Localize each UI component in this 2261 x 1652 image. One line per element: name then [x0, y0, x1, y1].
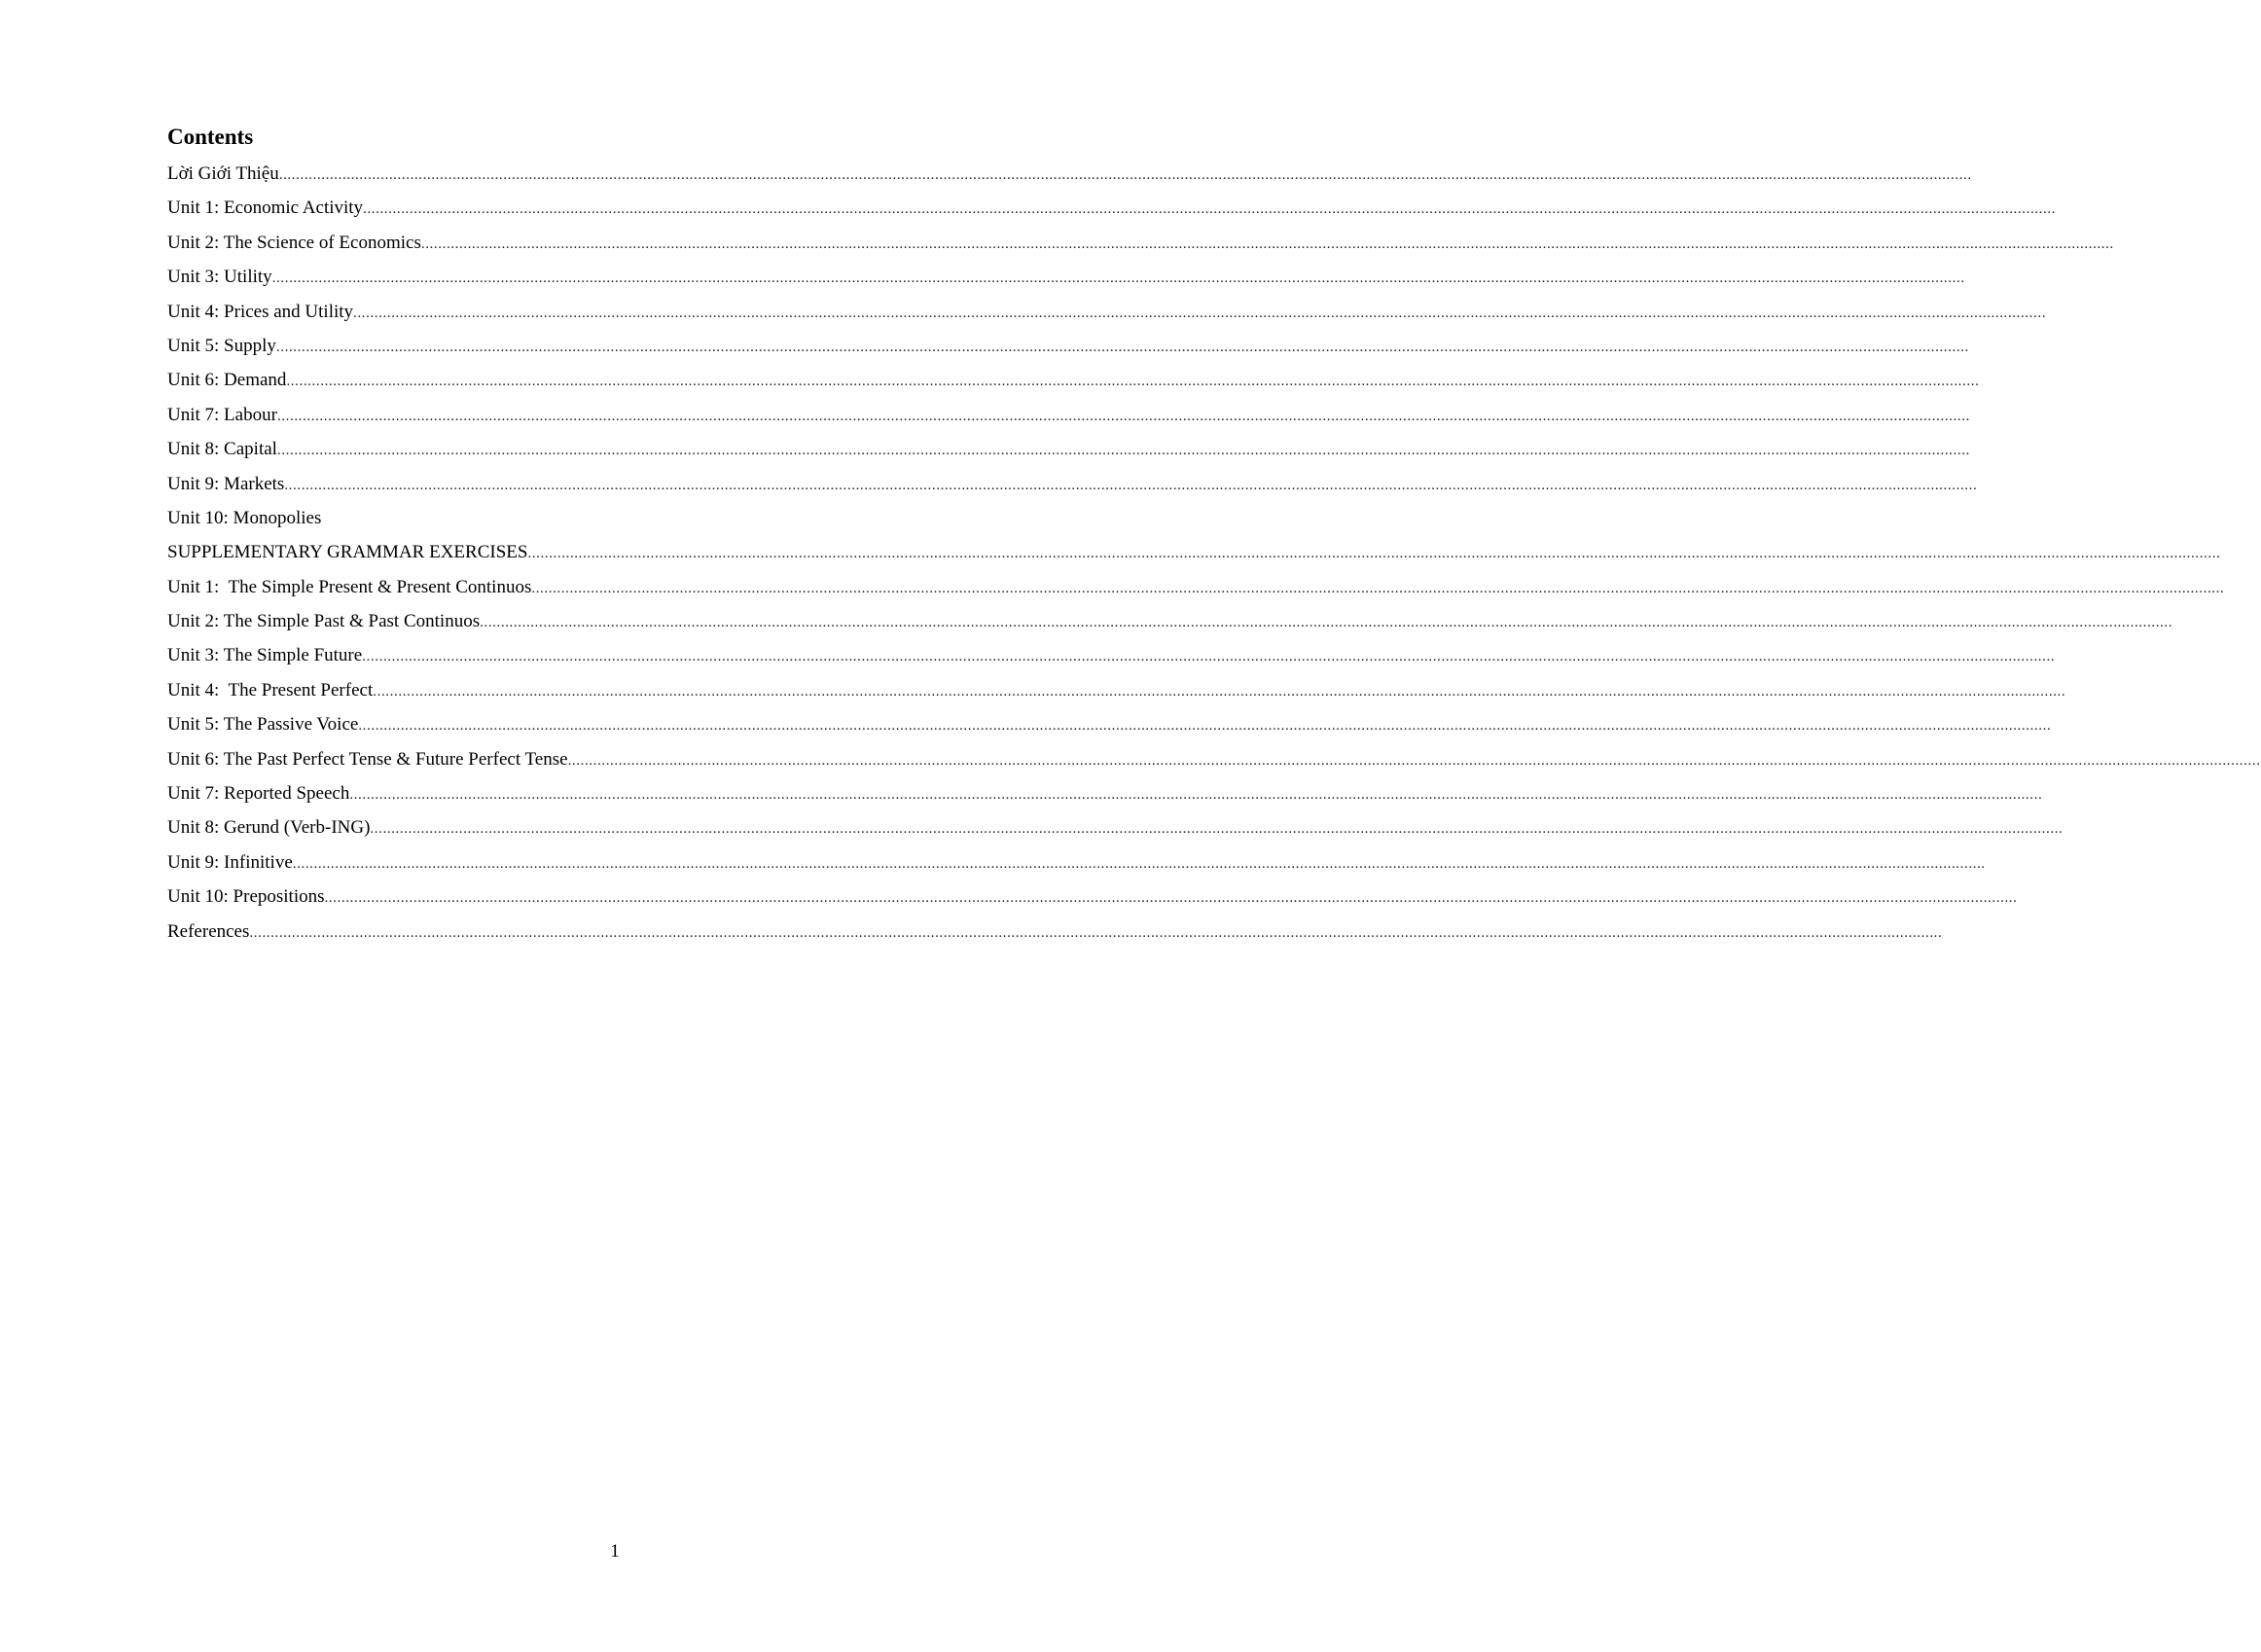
toc-leader-dots: ................................................................................................................................................................................................................................................................................................................................................................................................................	[249, 924, 1943, 941]
toc-entry-text: Unit 2: The Simple Past & Past Continuos	[167, 611, 481, 632]
toc-entry[interactable]	[167, 638, 2056, 672]
toc-entry-text: Unit 2: The Science of Economics	[167, 232, 421, 253]
toc-entry[interactable]	[167, 742, 2261, 776]
toc-entry-text: Unit 10: Monopolies	[167, 507, 322, 528]
table-of-contents	[167, 123, 2261, 949]
toc-entry[interactable]	[167, 432, 1970, 466]
toc-leader-dots: ................................................................................................................................................................................................................................................................................................................................................................................................................	[292, 855, 1986, 872]
toc-leader-dots: ................................................................................................................................................................................................................................................................................................................................................................................................................	[353, 305, 2047, 321]
toc-leader-dots: ................................................................................................................................................................................................................................................................................................................................................................................................................	[324, 890, 2018, 907]
toc-entry[interactable]	[167, 673, 2066, 707]
toc-entry[interactable]	[167, 570, 2225, 604]
toc-entry-text: Unit 8: Gerund (Verb-ING)	[167, 817, 371, 839]
toc-entry-text: Unit 3: The Simple Future	[167, 645, 363, 666]
toc-leader-dots: ................................................................................................................................................................................................................................................................................................................................................................................................................	[271, 270, 1965, 287]
toc-leader-dots: ................................................................................................................................................................................................................................................................................................................................................................................................................	[275, 339, 1969, 355]
toc-leader-dots: ................................................................................................................................................................................................................................................................................................................................................................................................................	[278, 167, 1972, 183]
toc-entry-text: Unit 3: Utility	[167, 267, 272, 288]
toc-entry[interactable]	[167, 845, 1986, 880]
toc-entry[interactable]	[167, 398, 1970, 432]
toc-title: Contents	[167, 125, 254, 149]
toc-entry[interactable]	[167, 707, 2052, 741]
toc-entry[interactable]	[167, 880, 2018, 914]
toc-leader-dots: ................................................................................................................................................................................................................................................................................................................................................................................................................	[527, 546, 2221, 562]
toc-leader-dots: ................................................................................................................................................................................................................................................................................................................................................................................................................	[363, 201, 2057, 218]
toc-entry[interactable]	[167, 191, 2057, 225]
toc-leader-dots: ................................................................................................................................................................................................................................................................................................................................................................................................................	[373, 683, 2066, 700]
toc-leader-dots: ................................................................................................................................................................................................................................................................................................................................................................................................................	[284, 477, 1978, 493]
toc-entry[interactable]	[167, 295, 2047, 329]
toc-leader-dots: ................................................................................................................................................................................................................................................................................................................................................................................................................	[420, 235, 2114, 252]
toc-entry-text: Unit 9: Infinitive	[167, 851, 293, 873]
toc-entry-text: Lời Giới Thiệu	[167, 163, 279, 184]
toc-entry-text: References	[167, 920, 250, 942]
toc-leader-dots: ................................................................................................................................................................................................................................................................................................................................................................................................................	[362, 649, 2056, 665]
toc-entry-text: Unit 6: Demand	[167, 370, 287, 391]
toc-leader-dots: ................................................................................................................................................................................................................................................................................................................................................................................................................	[567, 752, 2261, 769]
toc-entry-text: Unit 5: The Passive Voice	[167, 714, 359, 736]
toc-entry-text: Unit 8: Capital	[167, 439, 277, 460]
toc-entry[interactable]	[167, 604, 2173, 638]
toc-entry[interactable]	[167, 226, 2114, 260]
toc-entry-text: Unit 7: Labour	[167, 404, 277, 425]
toc-entry-text: Unit 5: Supply	[167, 335, 276, 356]
toc-entry-text: SUPPLEMENTARY GRAMMAR EXERCISES	[167, 542, 528, 563]
toc-entry-text: Unit 4: The Present Perfect	[167, 679, 374, 700]
toc-entry[interactable]	[167, 157, 1972, 191]
toc-list	[167, 157, 2261, 949]
toc-leader-dots: ................................................................................................................................................................................................................................................................................................................................................................................................................	[531, 580, 2225, 596]
toc-leader-dots: ................................................................................................................................................................................................................................................................................................................................................................................................................	[286, 374, 1980, 390]
toc-leader-dots: ................................................................................................................................................................................................................................................................................................................................................................................................................	[358, 718, 2052, 735]
toc-entry-text: Unit 6: The Past Perfect Tense & Future Perfect Tense	[167, 748, 568, 770]
toc-entry-text: Unit 1: The Simple Present & Present Continuos	[167, 576, 532, 597]
toc-leader-dots: ................................................................................................................................................................................................................................................................................................................................................................................................................	[480, 615, 2173, 631]
toc-entry[interactable]	[167, 501, 1007, 535]
toc-entry[interactable]	[167, 535, 2221, 569]
toc-entry[interactable]	[167, 915, 1943, 949]
toc-entry-text: Unit 1: Economic Activity	[167, 198, 364, 219]
toc-entry-text: Unit 10: Prepositions	[167, 886, 325, 908]
toc-entry[interactable]	[167, 776, 2043, 810]
toc-entry[interactable]	[167, 467, 1978, 501]
toc-entry-text: Unit 9: Markets	[167, 473, 285, 494]
toc-entry[interactable]	[167, 329, 1969, 363]
toc-leader-dots: ................................................................................................................................................................................................................................................................................................................................................................................................................	[349, 787, 2043, 804]
toc-leader-dots: ................................................................................................................................................................................................................................................................................................................................................................................................................	[276, 408, 1970, 424]
toc-entry-text: Unit 4: Prices and Utility	[167, 301, 354, 322]
toc-entry[interactable]	[167, 260, 1965, 294]
toc-leader-dots: ................................................................................................................................................................................................................................................................................................................................................................................................................	[276, 443, 1970, 459]
page-number: 1	[610, 1541, 620, 1562]
toc-entry[interactable]	[167, 810, 2064, 844]
toc-entry-text: Unit 7: Reported Speech	[167, 783, 350, 805]
toc-leader-dots: ................................................................................................................................................................................................................................................................................................................................................................................................................	[370, 821, 2064, 838]
toc-entry[interactable]	[167, 363, 1980, 397]
